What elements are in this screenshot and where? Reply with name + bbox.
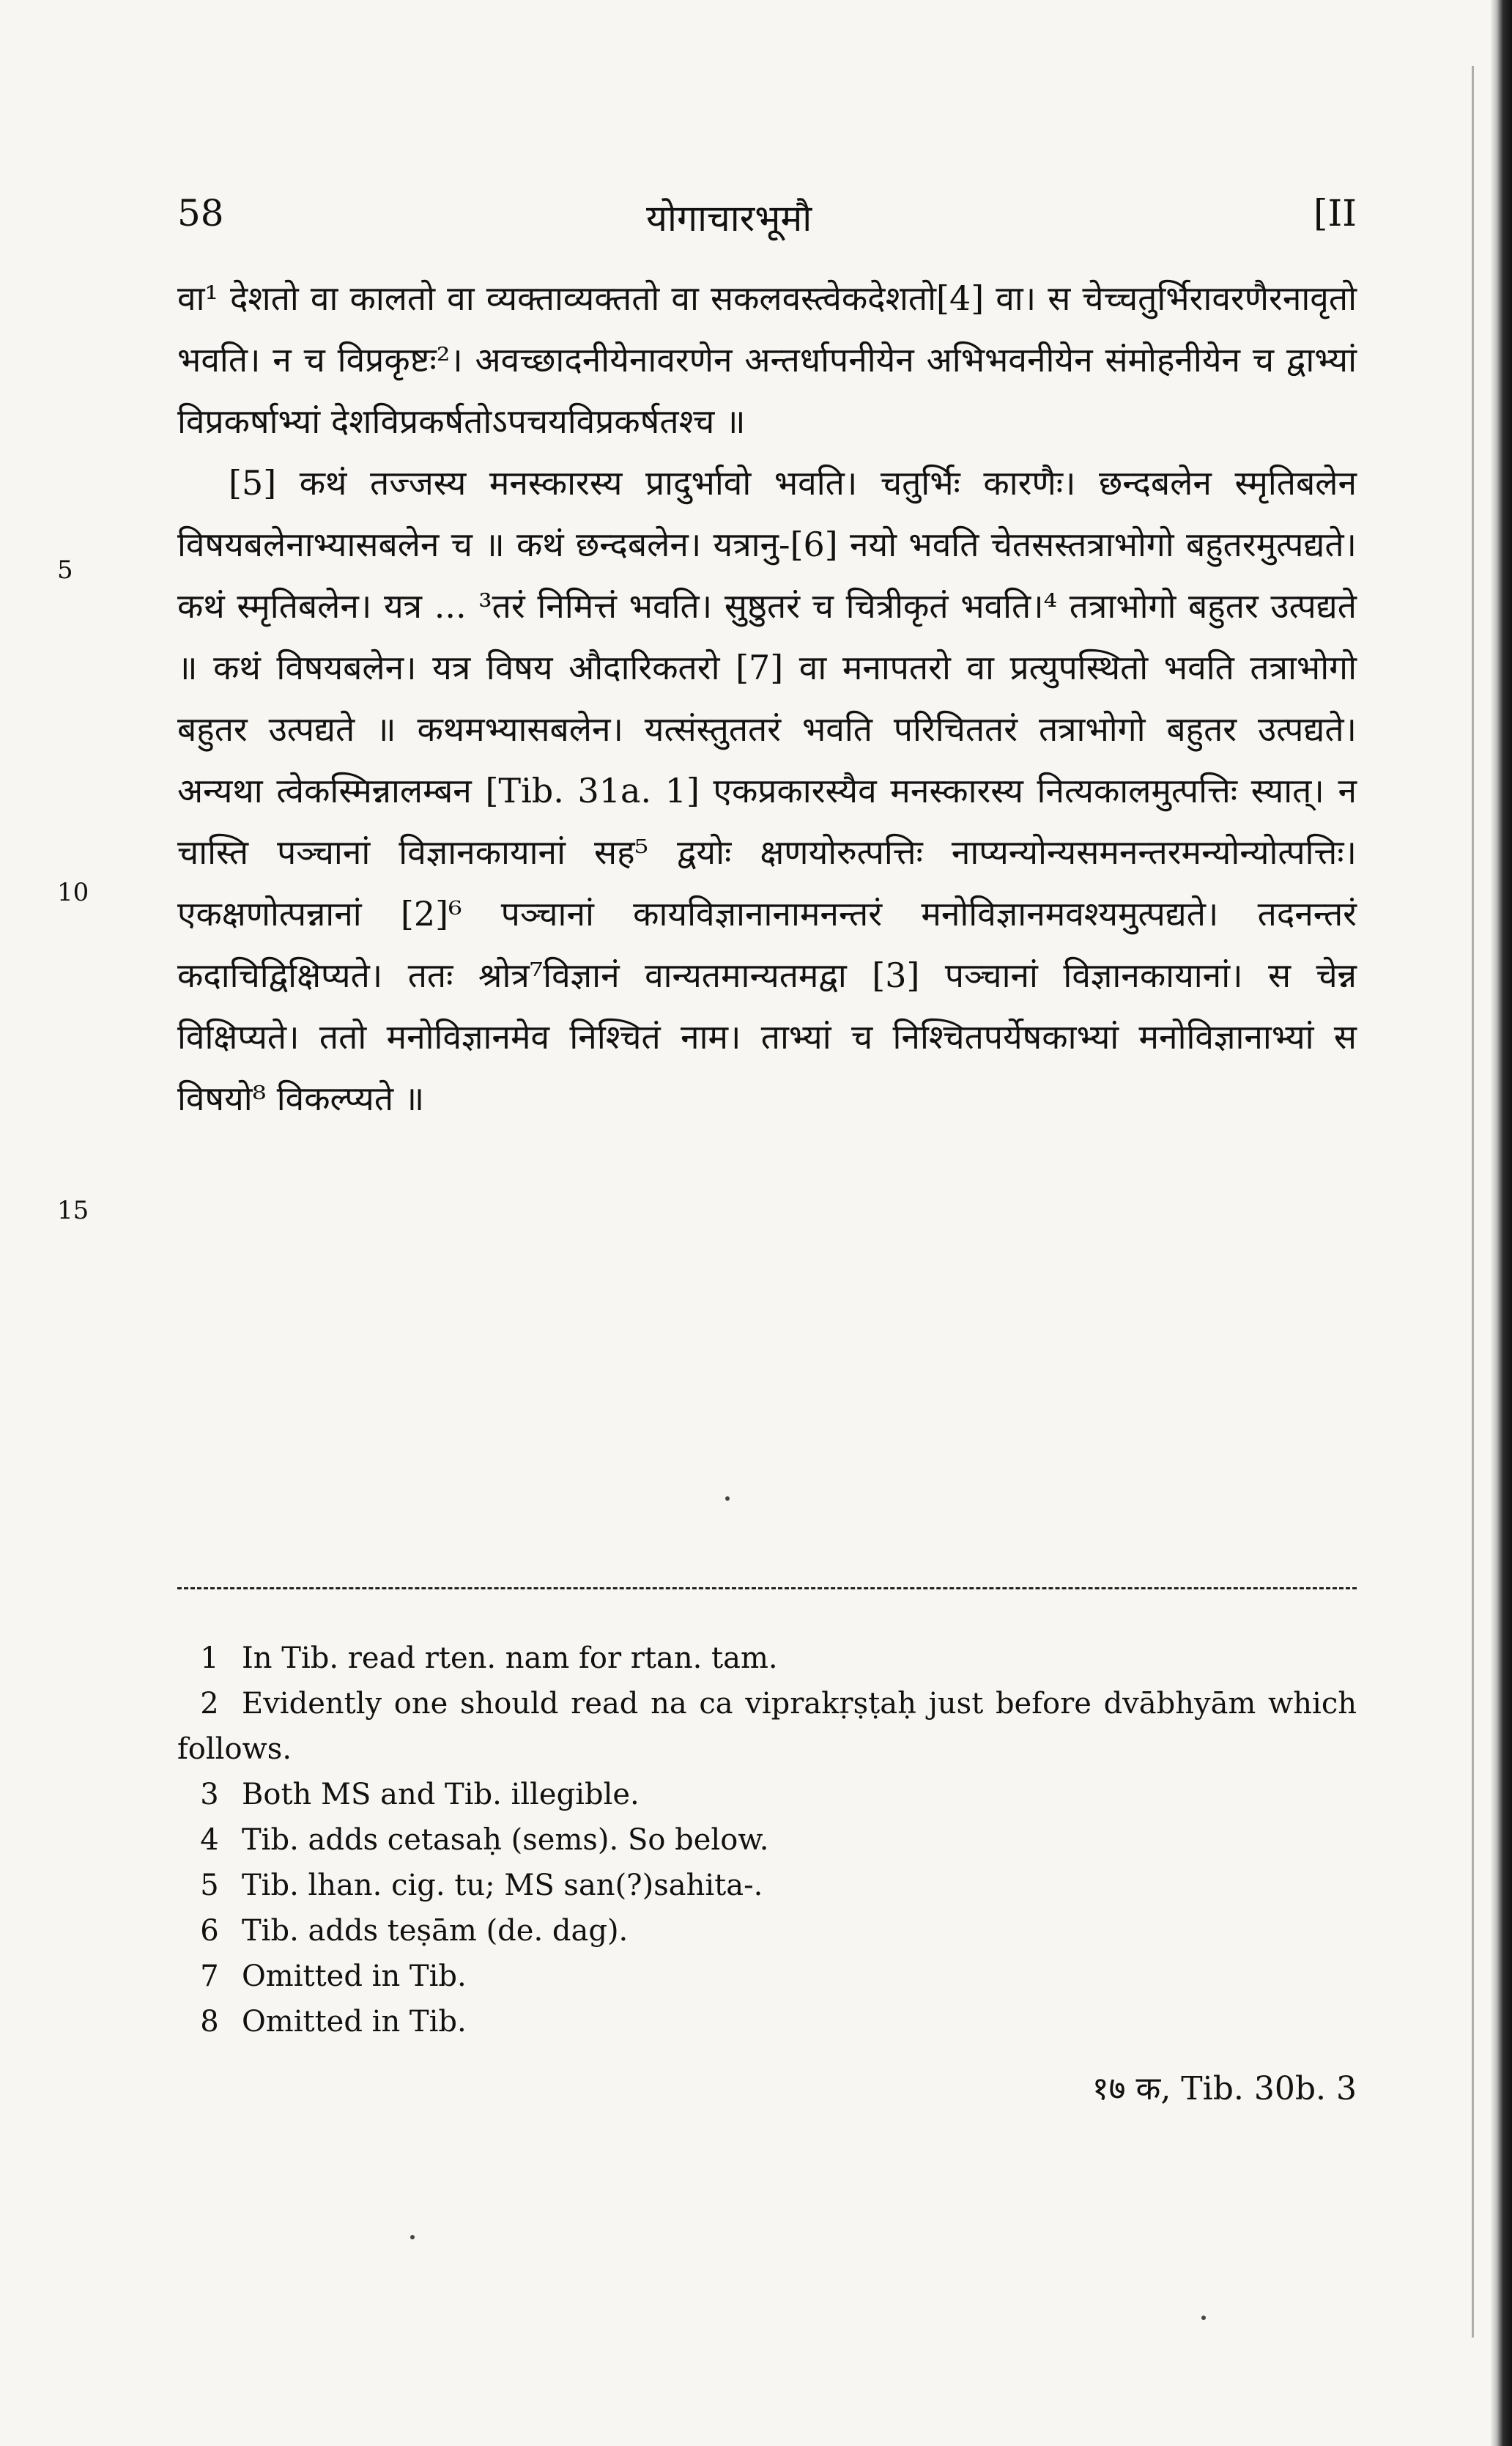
page-binding-shadow bbox=[1490, 0, 1512, 2446]
footnote: 1 In Tib. read rten. nam for rtan. tam. bbox=[200, 1641, 778, 1675]
folio-reference: १७ क, Tib. 30b. 3 bbox=[1092, 2070, 1357, 2107]
footnote: 5 Tib. lhan. cig. tu; MS san(?)sahita-. bbox=[200, 1869, 763, 1902]
paragraph: [5] कथं तज्जस्य मनस्कारस्य प्रादुर्भावो भवति। चतुर्भिः कारणैः। छन्दबलेन स्मृतिबलेन विषयबलेनाभ्यासबलेन च ॥ कथं छन्दबलेन। यत्रानु-[6] नयो भवति चेतसस्तत्राभोगो बहुतरमुत्पद्यते। कथं स्मृतिबलेन। यत्र ... ³तरं निमित्तं भवति। सुष्ठुतरं च चित्रीकृतं भवति।⁴ तत्राभोगो बहुतर उत्पद्यते ॥ कथं विषयबलेन। यत्र विषय औदारिकतरो [7] वा मनापतरो वा प्रत्युपस्थितो भवति तत्राभोगो बहुतर उत्पद्यते ॥ कथमभ्यासबलेन। यत्संस्तुततरं भवति परिचिततरं तत्राभोगो बहुतर उत्पद्यते। अन्यथा त्वेकस्मिन्नालम्बन [Tib. 31a. 1] एकप्रकारस्यैव मनस्कारस्य नित्यकालमुत्पत्तिः स्यात्। न चास्ति पञ्चानां विज्ञानकायानां सह⁵ द्वयोः क्षणयोरुत्पत्तिः नाप्यन्योन्यसमनन्तरमन्योन्योत्पत्तिः। एकक्षणोत्पन्नानां [2]⁶ पञ्चानां कायविज्ञानानामनन्तरं मनोविज्ञानमवश्यमुत्पद्यते। तदनन्तरं कदाचिद्विक्षिप्यते। ततः श्रोत्र⁷विज्ञानं वान्यतमान्यतमद्वा [3] पञ्चानां विज्ञानकायानां। स चेन्न विक्षिप्यते। ततो मनोविज्ञानमेव निश्चितं नाम। ताभ्यां च निश्चितपर्येषकाभ्यां मनोविज्ञानाभ्यां स विषयो⁸ विकल्प्यते ॥ bbox=[177, 463, 1357, 1118]
footnote: 3 Both MS and Tib. illegible. bbox=[200, 1778, 640, 1811]
line-number: 15 bbox=[57, 1196, 89, 1225]
footnote: 6 Tib. adds teṣām (de. dag). bbox=[200, 1914, 629, 1948]
footnote: 7 Omitted in Tib. bbox=[200, 1959, 467, 1993]
footnote: 2 Evidently one should read na ca viprakṛṣṭaḥ just before dvābhyām which follows. bbox=[177, 1687, 1357, 1766]
section-mark: [II bbox=[1313, 192, 1357, 234]
footnote: 4 Tib. adds cetasaḥ (sems). So below. bbox=[200, 1823, 769, 1857]
print-speck bbox=[725, 1496, 730, 1501]
page-number: 58 bbox=[177, 192, 224, 234]
running-title: योगाचारभूमौ bbox=[646, 197, 812, 240]
page-edge-line bbox=[1472, 66, 1474, 2338]
footnote-separator bbox=[177, 1587, 1357, 1589]
footnote: 8 Omitted in Tib. bbox=[200, 2005, 467, 2039]
print-speck bbox=[410, 2235, 415, 2239]
footnotes bbox=[177, 1636, 1357, 2044]
main-text bbox=[177, 267, 1357, 1129]
paragraph: वा¹ देशतो वा कालतो वा व्यक्ताव्यक्ततो वा सकलवस्त्वेकदेशतो[4] वा। स चेच्चतुर्भिरावरणैरनावृतो भवति। न च विप्रकृष्टः²। अवच्छादनीयेनावरणेन अन्तर्धापनीयेन अभिभवनीयेन संमोहनीयेन च द्वाभ्यां विप्रकर्षाभ्यां देशविप्रकर्षतोऽपचयविप्रकर्षतश्च ॥ bbox=[177, 278, 1357, 441]
line-number: 5 bbox=[57, 555, 73, 585]
print-speck bbox=[1201, 2316, 1206, 2320]
line-number: 10 bbox=[57, 878, 89, 907]
running-header bbox=[177, 192, 1357, 243]
